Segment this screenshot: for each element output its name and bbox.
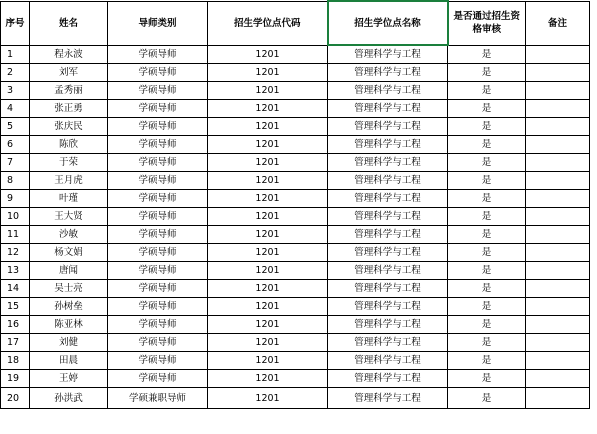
cell-supervisor-type[interactable]: 学硕导师 — [108, 154, 208, 172]
cell-name[interactable]: 杨文娟 — [30, 244, 108, 262]
cell-remarks[interactable] — [526, 244, 590, 262]
cell-program-name[interactable]: 管理科学与工程 — [328, 316, 448, 334]
cell-program-code[interactable]: 1201 — [208, 136, 328, 154]
cell-remarks[interactable] — [526, 334, 590, 352]
cell-name[interactable]: 孙树垒 — [30, 298, 108, 316]
table-header — [1, 1, 590, 45]
cell-program-code[interactable]: 1201 — [208, 172, 328, 190]
cell-approved[interactable]: 是 — [448, 298, 526, 316]
cell-program-name[interactable]: 管理科学与工程 — [328, 100, 448, 118]
cell-program-name[interactable]: 管理科学与工程 — [328, 190, 448, 208]
cell-approved[interactable]: 是 — [448, 118, 526, 136]
cell-name[interactable]: 唐闻 — [30, 262, 108, 280]
cell-program-name[interactable]: 管理科学与工程 — [328, 244, 448, 262]
table-row — [1, 388, 590, 409]
cell-index[interactable]: 3 — [1, 82, 30, 100]
cell-program-name[interactable]: 管理科学与工程 — [328, 370, 448, 388]
cell-remarks[interactable] — [526, 280, 590, 298]
cell-approved[interactable]: 是 — [448, 262, 526, 280]
cell-index[interactable]: 8 — [1, 172, 30, 190]
cell-supervisor-type[interactable]: 学硕导师 — [108, 298, 208, 316]
cell-name[interactable]: 张正勇 — [30, 100, 108, 118]
cell-program-code[interactable]: 1201 — [208, 298, 328, 316]
cell-index[interactable]: 20 — [1, 388, 30, 409]
cell-index[interactable]: 15 — [1, 298, 30, 316]
cell-remarks[interactable] — [526, 298, 590, 316]
cell-program-name[interactable]: 管理科学与工程 — [328, 280, 448, 298]
cell-approved[interactable]: 是 — [448, 370, 526, 388]
cell-program-name[interactable]: 管理科学与工程 — [328, 136, 448, 154]
table-row — [1, 100, 590, 118]
cell-approved[interactable]: 是 — [448, 136, 526, 154]
cell-supervisor-type[interactable]: 学硕导师 — [108, 316, 208, 334]
cell-program-code[interactable]: 1201 — [208, 334, 328, 352]
cell-program-code[interactable]: 1201 — [208, 226, 328, 244]
cell-program-code[interactable]: 1201 — [208, 45, 328, 64]
cell-approved[interactable]: 是 — [448, 316, 526, 334]
cell-program-name[interactable]: 管理科学与工程 — [328, 226, 448, 244]
cell-supervisor-type[interactable]: 学硕导师 — [108, 208, 208, 226]
cell-name[interactable]: 沙敏 — [30, 226, 108, 244]
header-approved[interactable]: 是否通过招生资格审核 — [448, 1, 526, 45]
cell-name[interactable]: 张庆民 — [30, 118, 108, 136]
cell-program-name[interactable]: 管理科学与工程 — [328, 298, 448, 316]
cell-program-name[interactable]: 管理科学与工程 — [328, 208, 448, 226]
cell-remarks[interactable] — [526, 136, 590, 154]
cell-program-code[interactable]: 1201 — [208, 82, 328, 100]
cell-supervisor-type[interactable]: 学硕导师 — [108, 82, 208, 100]
table-row — [1, 136, 590, 154]
table-row — [1, 154, 590, 172]
cell-approved[interactable]: 是 — [448, 172, 526, 190]
table-row — [1, 118, 590, 136]
cell-name[interactable]: 王婷 — [30, 370, 108, 388]
cell-program-name[interactable]: 管理科学与工程 — [328, 388, 448, 409]
cell-program-code[interactable]: 1201 — [208, 316, 328, 334]
cell-supervisor-type[interactable]: 学硕导师 — [108, 226, 208, 244]
table-row — [1, 190, 590, 208]
cell-program-name[interactable]: 管理科学与工程 — [328, 64, 448, 82]
cell-supervisor-type[interactable]: 学硕导师 — [108, 352, 208, 370]
table-row — [1, 370, 590, 388]
table-row — [1, 244, 590, 262]
cell-program-name[interactable]: 管理科学与工程 — [328, 352, 448, 370]
cell-index[interactable]: 18 — [1, 352, 30, 370]
cell-program-name[interactable]: 管理科学与工程 — [328, 262, 448, 280]
cell-approved[interactable]: 是 — [448, 208, 526, 226]
cell-approved[interactable]: 是 — [448, 190, 526, 208]
cell-program-code[interactable]: 1201 — [208, 118, 328, 136]
cell-name[interactable]: 吴士亮 — [30, 280, 108, 298]
table-row — [1, 208, 590, 226]
cell-program-code[interactable]: 1201 — [208, 100, 328, 118]
table-row — [1, 298, 590, 316]
cell-approved[interactable]: 是 — [448, 334, 526, 352]
cell-program-name[interactable]: 管理科学与工程 — [328, 154, 448, 172]
table-row — [1, 64, 590, 82]
cell-name[interactable]: 陈欣 — [30, 136, 108, 154]
cell-index[interactable]: 4 — [1, 100, 30, 118]
cell-remarks[interactable] — [526, 370, 590, 388]
cell-remarks[interactable] — [526, 64, 590, 82]
cell-name[interactable]: 王月虎 — [30, 172, 108, 190]
cell-approved[interactable]: 是 — [448, 226, 526, 244]
cell-name[interactable]: 于荣 — [30, 154, 108, 172]
cell-program-name[interactable]: 管理科学与工程 — [328, 82, 448, 100]
cell-name[interactable]: 孟秀丽 — [30, 82, 108, 100]
cell-supervisor-type[interactable]: 学硕导师 — [108, 100, 208, 118]
cell-approved[interactable]: 是 — [448, 244, 526, 262]
cell-remarks[interactable] — [526, 118, 590, 136]
header-row — [1, 1, 590, 45]
cell-approved[interactable]: 是 — [448, 64, 526, 82]
cell-index[interactable]: 13 — [1, 262, 30, 280]
header-remarks[interactable]: 备注 — [526, 1, 590, 45]
table-row — [1, 316, 590, 334]
cell-supervisor-type[interactable]: 学硕导师 — [108, 190, 208, 208]
cell-program-code[interactable]: 1201 — [208, 244, 328, 262]
cell-supervisor-type[interactable]: 学硕导师 — [108, 334, 208, 352]
cell-index[interactable]: 16 — [1, 316, 30, 334]
table-row — [1, 262, 590, 280]
cell-program-code[interactable]: 1201 — [208, 352, 328, 370]
cell-program-name[interactable]: 管理科学与工程 — [328, 118, 448, 136]
cell-supervisor-type[interactable]: 学硕兼职导师 — [108, 388, 208, 409]
table-row — [1, 352, 590, 370]
cell-index[interactable]: 7 — [1, 154, 30, 172]
cell-program-code[interactable]: 1201 — [208, 154, 328, 172]
cell-name[interactable]: 孙洪武 — [30, 388, 108, 409]
cell-remarks[interactable] — [526, 262, 590, 280]
header-program-name[interactable]: 招生学位点名称 — [328, 1, 448, 45]
cell-supervisor-type[interactable]: 学硕导师 — [108, 262, 208, 280]
cell-index[interactable]: 2 — [1, 64, 30, 82]
table-row — [1, 82, 590, 100]
cell-supervisor-type[interactable]: 学硕导师 — [108, 118, 208, 136]
table-row — [1, 172, 590, 190]
cell-approved[interactable]: 是 — [448, 352, 526, 370]
cell-program-code[interactable]: 1201 — [208, 262, 328, 280]
cell-remarks[interactable] — [526, 352, 590, 370]
table-body — [1, 45, 590, 409]
cell-supervisor-type[interactable]: 学硕导师 — [108, 172, 208, 190]
header-supervisor-type[interactable]: 导师类别 — [108, 1, 208, 45]
cell-remarks[interactable] — [526, 172, 590, 190]
table-row — [1, 280, 590, 298]
cell-program-name[interactable]: 管理科学与工程 — [328, 45, 448, 64]
cell-supervisor-type[interactable]: 学硕导师 — [108, 244, 208, 262]
cell-remarks[interactable] — [526, 208, 590, 226]
cell-supervisor-type[interactable]: 学硕导师 — [108, 136, 208, 154]
cell-index[interactable]: 10 — [1, 208, 30, 226]
cell-approved[interactable]: 是 — [448, 82, 526, 100]
cell-name[interactable]: 王大贤 — [30, 208, 108, 226]
cell-program-code[interactable]: 1201 — [208, 370, 328, 388]
cell-remarks[interactable] — [526, 388, 590, 409]
cell-index[interactable]: 12 — [1, 244, 30, 262]
cell-remarks[interactable] — [526, 226, 590, 244]
table-row — [1, 45, 590, 64]
cell-name[interactable]: 田晨 — [30, 352, 108, 370]
cell-index[interactable]: 17 — [1, 334, 30, 352]
cell-program-code[interactable]: 1201 — [208, 208, 328, 226]
cell-index[interactable]: 9 — [1, 190, 30, 208]
cell-approved[interactable]: 是 — [448, 45, 526, 64]
cell-program-name[interactable]: 管理科学与工程 — [328, 334, 448, 352]
cell-program-code[interactable]: 1201 — [208, 388, 328, 409]
cell-program-code[interactable]: 1201 — [208, 280, 328, 298]
cell-index[interactable]: 5 — [1, 118, 30, 136]
cell-supervisor-type[interactable]: 学硕导师 — [108, 370, 208, 388]
cell-remarks[interactable] — [526, 190, 590, 208]
table-row — [1, 334, 590, 352]
cell-index[interactable]: 1 — [1, 45, 30, 64]
cell-name[interactable]: 刘健 — [30, 334, 108, 352]
header-program-code[interactable]: 招生学位点代码 — [208, 1, 328, 45]
table-row — [1, 226, 590, 244]
cell-approved[interactable]: 是 — [448, 154, 526, 172]
cell-index[interactable]: 6 — [1, 136, 30, 154]
header-index[interactable]: 序号 — [1, 1, 30, 45]
cell-remarks[interactable] — [526, 82, 590, 100]
cell-remarks[interactable] — [526, 45, 590, 64]
cell-index[interactable]: 14 — [1, 280, 30, 298]
cell-index[interactable]: 11 — [1, 226, 30, 244]
cell-name[interactable]: 叶瑾 — [30, 190, 108, 208]
cell-supervisor-type[interactable]: 学硕导师 — [108, 64, 208, 82]
cell-program-code[interactable]: 1201 — [208, 190, 328, 208]
cell-remarks[interactable] — [526, 316, 590, 334]
cell-program-name[interactable]: 管理科学与工程 — [328, 172, 448, 190]
cell-remarks[interactable] — [526, 100, 590, 118]
cell-approved[interactable]: 是 — [448, 100, 526, 118]
cell-supervisor-type[interactable]: 学硕导师 — [108, 280, 208, 298]
header-name[interactable]: 姓名 — [30, 1, 108, 45]
cell-name[interactable]: 陈亚林 — [30, 316, 108, 334]
cell-index[interactable]: 19 — [1, 370, 30, 388]
cell-program-code[interactable]: 1201 — [208, 64, 328, 82]
cell-approved[interactable]: 是 — [448, 280, 526, 298]
cell-approved[interactable]: 是 — [448, 388, 526, 409]
cell-supervisor-type[interactable]: 学硕导师 — [108, 45, 208, 64]
cell-name[interactable]: 刘军 — [30, 64, 108, 82]
cell-remarks[interactable] — [526, 154, 590, 172]
cell-name[interactable]: 程永波 — [30, 45, 108, 64]
